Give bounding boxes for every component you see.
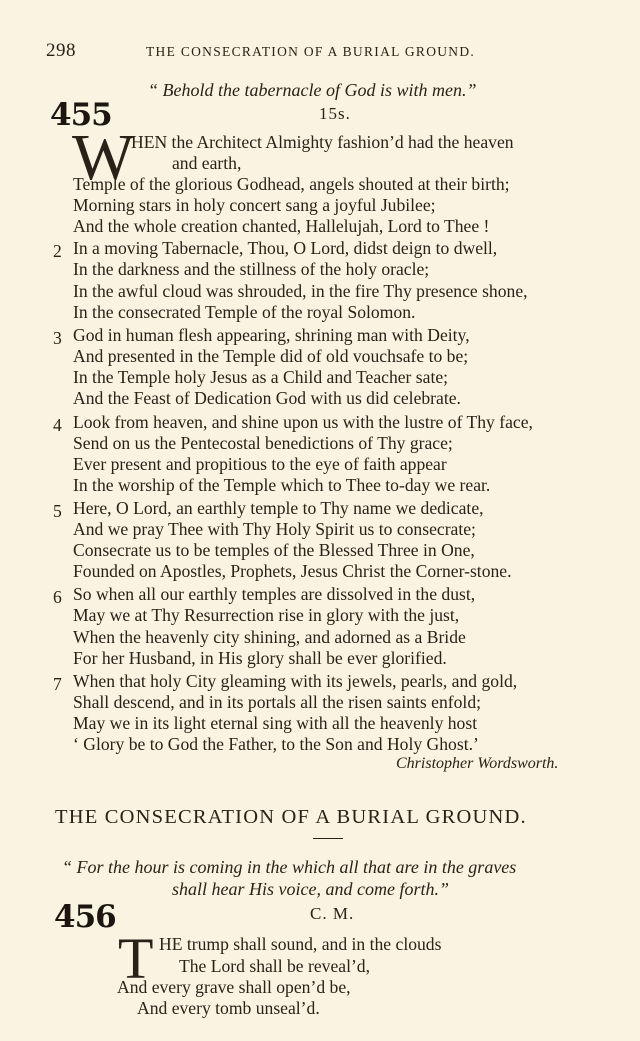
verse-line: Founded on Apostles, Prophets, Jesus Christ the Corner-stone. — [73, 561, 512, 581]
verse-line: In the Temple holy Jesus as a Child and Teacher sate; — [73, 367, 449, 387]
verse-number: 4 — [53, 415, 62, 435]
hymn-455-author: Christopher Wordsworth. — [396, 755, 559, 772]
hymn-456-number: 456 — [54, 899, 116, 935]
verse-line: And we pray Thee with Thy Holy Spirit us to consecrate; — [73, 519, 476, 539]
verse-line: Shall descend, and in its portals all the risen saints enfold; — [73, 692, 481, 712]
verse-line: For her Husband, in His glory shall be ever glorified. — [73, 648, 447, 668]
verse-line: In a moving Tabernacle, Thou, O Lord, didst deign to dwell, — [73, 238, 498, 258]
verse-line: And every grave shall open’d be, — [117, 977, 351, 997]
verse-line: God in human flesh appearing, shrining man with Deity, — [73, 325, 470, 345]
hymn-456-epigraph-line-1: “ For the hour is coming in the which all that are in the graves — [62, 857, 517, 877]
verse-line: And the Feast of Dedication God with us did celebrate. — [73, 388, 461, 408]
verse-line: And presented in the Temple did of old vouchsafe to be; — [73, 346, 469, 366]
verse-line: Look from heaven, and shine upon us with the lustre of Thy face, — [73, 412, 533, 432]
verse-line: And the whole creation chanted, Hallelujah, Lord to Thee ! — [73, 216, 490, 236]
verse-line: ‘ Glory be to God the Father, to the Son and Holy Ghost.’ — [73, 734, 479, 754]
verse-line: When the heavenly city shining, and adorned as a Bride — [73, 627, 466, 647]
hymn-456-epigraph-line-2: shall hear His voice, and come forth.” — [172, 879, 449, 899]
verse-line: The Lord shall be reveal’d, — [179, 956, 371, 976]
verse-line: In the awful cloud was shrouded, in the fire Thy presence shone, — [73, 281, 528, 301]
verse-number: 2 — [53, 241, 62, 261]
verse-line: Morning stars in holy concert sang a joyful Jubilee; — [73, 195, 436, 215]
running-title: THE CONSECRATION OF A BURIAL GROUND. — [146, 44, 476, 59]
verse-line: When that holy City gleaming with its jewels, pearls, and gold, — [73, 671, 518, 691]
section-heading: THE CONSECRATION OF A BURIAL GROUND. — [55, 806, 527, 828]
verse-line: May we in its light eternal sing with all the heavenly host — [73, 713, 478, 733]
verse-number: 7 — [53, 674, 62, 694]
verse-line: HE trump shall sound, and in the clouds — [159, 934, 442, 954]
verse-line: In the darkness and the stillness of the holy oracle; — [73, 259, 430, 279]
verse-number: 6 — [53, 587, 62, 607]
verse-line: Ever present and propitious to the eye of faith appear — [73, 454, 447, 474]
page-number: 298 — [46, 40, 76, 61]
hymn-455-epigraph: “ Behold the tabernacle of God is with men.” — [148, 80, 477, 100]
verse-line: So when all our earthly temples are dissolved in the dust, — [73, 584, 476, 604]
verse-line: In the consecrated Temple of the royal Solomon. — [73, 302, 416, 322]
verse-line: May we at Thy Resurrection rise in glory with the just, — [73, 605, 460, 625]
verse-line: Here, O Lord, an earthly temple to Thy name we dedicate, — [73, 498, 484, 518]
verse-number: 3 — [53, 328, 62, 348]
hymn-456-meter: C. M. — [310, 904, 355, 923]
verse-line: And every tomb unseal’d. — [137, 998, 320, 1018]
section-rule — [313, 838, 343, 839]
hymn-455-number: 455 — [50, 97, 112, 133]
hymn-455-drop-cap: W — [72, 121, 135, 194]
verse-line: HEN the Architect Almighty fashion’d had the heaven — [131, 132, 514, 152]
verse-line: and earth, — [172, 153, 242, 173]
verse-line: Consecrate us to be temples of the Blessed Three in One, — [73, 540, 475, 560]
verse-number: 5 — [53, 501, 62, 521]
verse-line: Send on us the Pentecostal benedictions of Thy grace; — [73, 433, 453, 453]
hymn-455-meter: 15s. — [319, 104, 351, 123]
verse-line: In the worship of the Temple which to Thee to-day we rear. — [73, 475, 491, 495]
hymn-456-drop-cap: T — [118, 926, 154, 991]
verse-line: Temple of the glorious Godhead, angels shouted at their birth; — [73, 174, 510, 194]
